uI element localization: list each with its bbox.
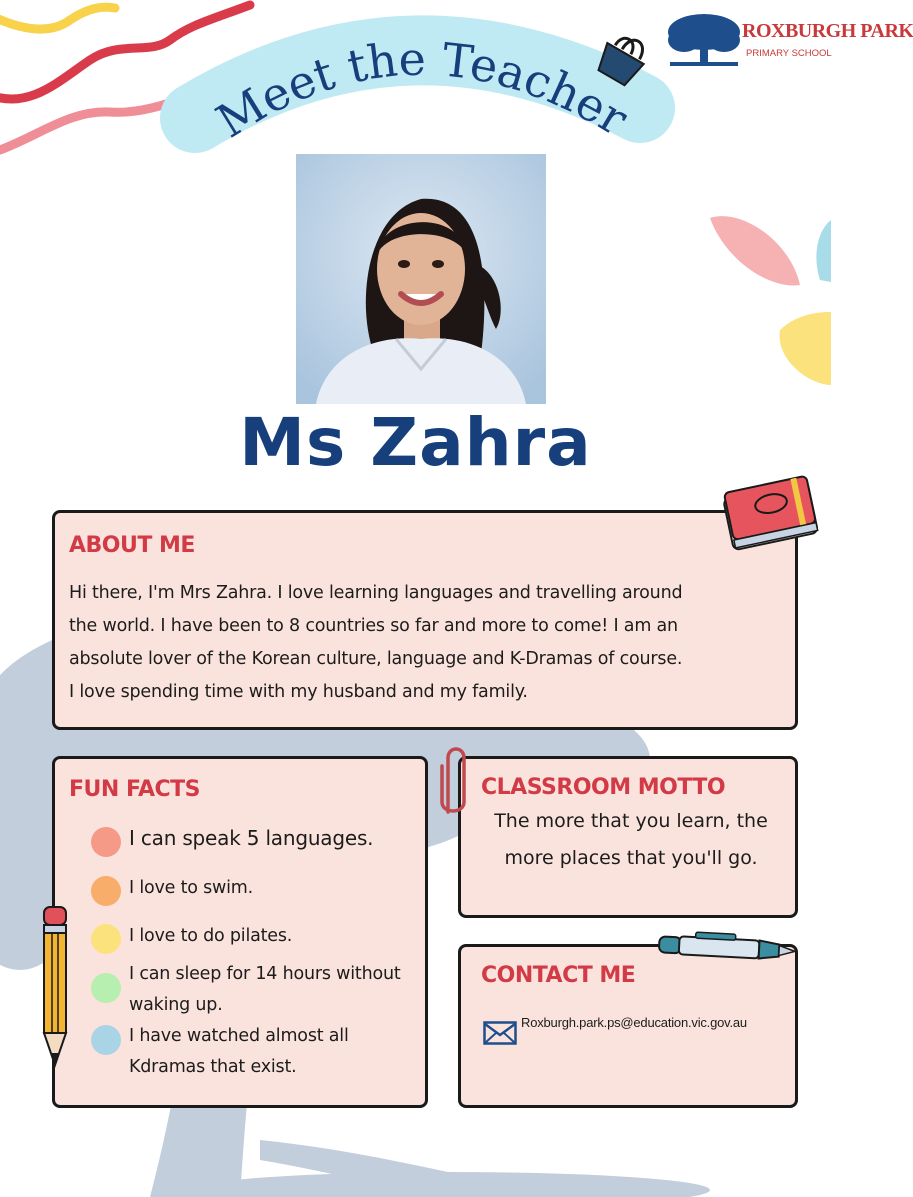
bullet-dot [91, 876, 121, 906]
about-line: Hi there, I'm Mrs Zahra. I love learning languages and travelling around [69, 583, 683, 603]
about-me-text [69, 577, 789, 709]
about-line: absolute lover of the Korean culture, language and K-Dramas of course. [69, 649, 683, 669]
about-line: the world. I have been to 8 countries so far and more to come! I am an [69, 616, 678, 636]
tree-logo-icon [664, 10, 744, 70]
classroom-motto-title: CLASSROOM MOTTO [481, 775, 726, 800]
school-logo [662, 8, 913, 72]
portrait-illustration [296, 154, 546, 404]
about-me-title: ABOUT ME [69, 533, 195, 558]
binder-clip-icon [585, 28, 655, 98]
contact-email: Roxburgh.park.ps@education.vic.gov.au [521, 1015, 747, 1030]
pen-icon [655, 930, 805, 970]
bullet-dot [91, 924, 121, 954]
bullet-dot [91, 827, 121, 857]
school-subtitle: PRIMARY SCHOOL [746, 48, 832, 59]
fun-facts-card [52, 756, 428, 1108]
about-line: I love spending time with my husband and my family. [69, 682, 528, 702]
fun-fact-text: I love to do pilates. [129, 926, 293, 946]
fun-fact-text: I love to swim. [129, 878, 254, 898]
school-name: ROXBURGH PARK [742, 20, 913, 42]
banner-title: Meet the Teacher [207, 31, 637, 149]
bullet-dot [91, 973, 121, 1003]
bullet-dot [91, 1025, 121, 1055]
classroom-motto-card [458, 756, 798, 918]
paperclip-icon [436, 742, 472, 822]
pencil-icon [36, 905, 76, 1075]
motto-line: more places that you'll go. [504, 847, 758, 869]
motto-line: The more that you learn, the [494, 810, 768, 832]
email-envelope-icon [483, 1021, 517, 1045]
teacher-photo [296, 154, 546, 404]
fun-facts-title: FUN FACTS [69, 777, 200, 802]
contact-me-title: CONTACT ME [481, 963, 636, 988]
petal-decoration [700, 200, 831, 400]
fun-fact-text: I have watched almost all Kdramas that exist. [129, 1026, 349, 1077]
fun-fact-text: I can speak 5 languages. [129, 826, 374, 850]
fun-fact-text: I can sleep for 14 hours without waking up. [129, 964, 401, 1015]
teacher-name: Ms Zahra [239, 404, 592, 481]
about-me-card [52, 510, 798, 730]
book-icon [715, 468, 825, 558]
classroom-motto-text [471, 803, 791, 877]
